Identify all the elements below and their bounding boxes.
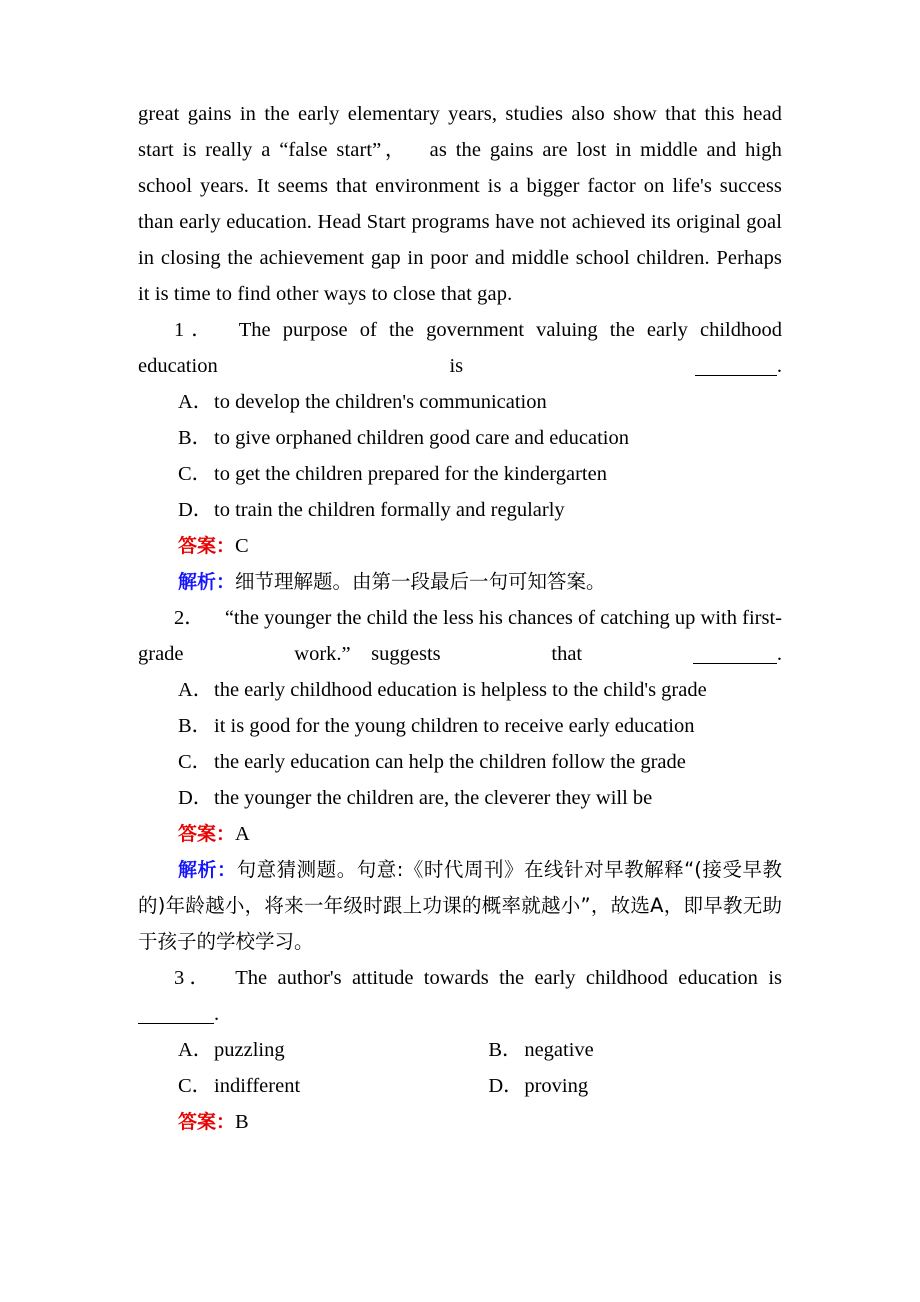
question-2-option-c[interactable] <box>138 744 782 780</box>
option-text: the early childhood education is helpless to the child's grade <box>214 679 707 701</box>
answer-label: 答案： <box>178 823 236 845</box>
question-1-option-c[interactable] <box>138 456 782 492</box>
option-letter: D． <box>178 787 214 809</box>
question-1-option-b[interactable] <box>138 420 782 456</box>
option-text: negative <box>524 1039 594 1061</box>
question-1-option-a[interactable] <box>138 384 782 420</box>
worksheet-page <box>138 96 782 1140</box>
analysis-label: 解析： <box>178 859 237 881</box>
question-3-option-d[interactable] <box>488 1068 782 1104</box>
question-2-stem-text: “the younger the child the less his chances of catching up with first-grade work.” suggests that <box>138 607 782 665</box>
question-1-analysis-line <box>138 564 782 600</box>
question-block-2 <box>138 600 782 960</box>
question-1-stem-tail: . <box>776 355 782 377</box>
option-letter: B． <box>488 1039 523 1061</box>
question-3-option-row-2 <box>138 1068 782 1104</box>
question-3-number: 3． <box>174 967 216 989</box>
question-1-stem-text: The purpose of the government valuing the early childhood education is <box>138 319 783 377</box>
question-2-number: 2． <box>174 607 205 629</box>
option-letter: A． <box>178 391 214 413</box>
question-1-blank[interactable] <box>695 355 777 375</box>
option-text: it is good for the young children to receive early education <box>214 715 695 737</box>
question-2-stem <box>138 600 782 672</box>
analysis-label: 解析： <box>178 571 236 593</box>
analysis-text: 句意猜测题。句意:《时代周刊》在线针对早教解释“(接受早教的)年龄越小，将来一年级时跟上功课的概率就越小”，故选A，即早教无助于孩子的学校学习。 <box>138 858 782 953</box>
question-3-answer-line <box>138 1104 782 1140</box>
question-3-option-a[interactable] <box>178 1032 488 1068</box>
option-text: puzzling <box>214 1039 285 1061</box>
question-1-answer-line <box>138 528 782 564</box>
option-letter: D． <box>178 499 214 521</box>
option-text: to train the children formally and regularly <box>214 499 565 521</box>
option-letter: C． <box>178 1075 213 1097</box>
option-text: proving <box>524 1075 589 1097</box>
question-3-option-b[interactable] <box>488 1032 782 1068</box>
option-text: to give orphaned children good care and education <box>214 427 629 449</box>
option-letter: B． <box>178 715 213 737</box>
answer-label: 答案： <box>178 1111 236 1133</box>
question-2-option-b[interactable] <box>138 708 782 744</box>
option-text: the younger the children are, the cleverer they will be <box>214 787 653 809</box>
analysis-text: 细节理解题。由第一段最后一句可知答案。 <box>235 570 606 593</box>
question-2-option-a[interactable] <box>138 672 782 708</box>
option-text: indifferent <box>214 1075 301 1097</box>
answer-value: B <box>235 1111 249 1133</box>
question-3-blank[interactable] <box>138 1003 214 1023</box>
question-2-blank[interactable] <box>693 643 777 663</box>
option-text: the early education can help the children follow the grade <box>214 751 686 773</box>
option-letter: A． <box>178 679 214 701</box>
answer-value: A <box>235 823 250 845</box>
question-block-1 <box>138 312 782 600</box>
option-letter: C． <box>178 751 213 773</box>
question-3-stem-tail: . <box>214 1003 220 1025</box>
question-3-stem <box>138 960 782 1032</box>
question-2-answer-line <box>138 816 782 852</box>
question-2-stem-tail: . <box>776 643 782 665</box>
question-1-stem <box>138 312 782 384</box>
question-block-3 <box>138 960 782 1140</box>
option-letter: B． <box>178 427 213 449</box>
answer-label: 答案： <box>178 535 236 557</box>
passage-paragraph: great gains in the early elementary years, studies also show that this head start is really a “false start”， as the gains are lost in middle and high school years. It seems that environment is a bigger factor on life's success than early education. Head Start programs have not achieved its original goal in closing the achievement gap in poor and middle school children. Perhaps it is time to find other ways to close that gap. <box>138 103 782 305</box>
question-2-analysis-line <box>138 852 782 960</box>
option-letter: D． <box>488 1075 524 1097</box>
question-2-option-d[interactable] <box>138 780 782 816</box>
question-3-option-c[interactable] <box>178 1068 488 1104</box>
question-1-option-d[interactable] <box>138 492 782 528</box>
option-letter: A． <box>178 1039 214 1061</box>
option-text: to develop the children's communication <box>214 391 547 413</box>
option-letter: C． <box>178 463 213 485</box>
question-3-stem-text: The author's attitude towards the early childhood education is <box>235 967 782 989</box>
option-text: to get the children prepared for the kindergarten <box>214 463 607 485</box>
question-1-number: 1． <box>174 319 219 341</box>
question-3-option-row-1 <box>138 1032 782 1068</box>
answer-value: C <box>235 535 249 557</box>
